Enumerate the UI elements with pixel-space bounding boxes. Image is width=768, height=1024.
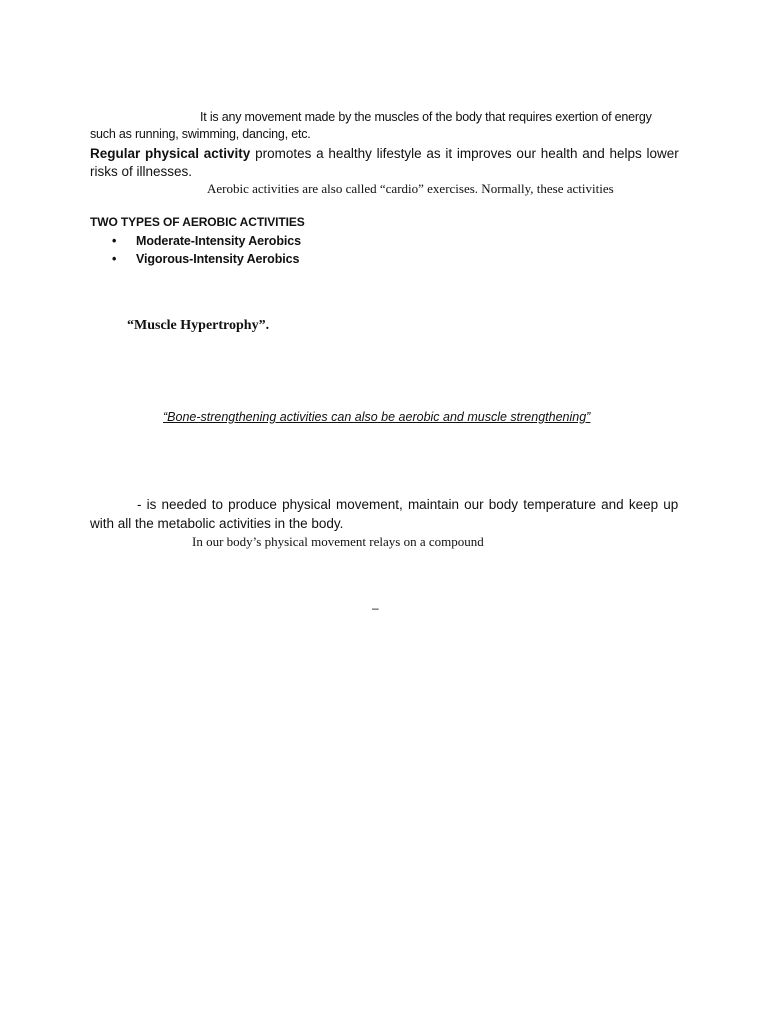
aerobic-type-label: Vigorous-Intensity Aerobics — [136, 252, 300, 266]
aerobic-type-list-item — [112, 234, 301, 248]
regular-activity-text: promotes a healthy lifestyle as it improves our health and helps lower — [250, 146, 679, 161]
physical-activity-definition: It is any movement made by the muscles of the body that requires exertion of energy — [200, 110, 652, 124]
regular-activity-bold-text: Regular physical activity — [90, 146, 251, 161]
regular-activity-paragraph — [90, 146, 679, 161]
regular-activity-continuation: risks of illnesses. — [90, 164, 193, 179]
bone-strengthening-quote: “Bone-strengthening activities can also be aerobic and muscle strengthening” — [163, 410, 591, 424]
physical-activity-examples: such as running, swimming, dancing, etc. — [90, 127, 311, 141]
compound-sentence: In our body’s physical movement relays on a compound — [192, 534, 484, 549]
energy-definition: - is needed to produce physical movement, maintain our body temperature and keep up — [137, 497, 679, 512]
energy-definition-continuation: with all the metabolic activities in the body. — [90, 516, 344, 531]
bullet-icon: • — [112, 234, 117, 248]
aerobic-description: Aerobic activities are also called “cardio” exercises. Normally, these activities — [207, 181, 614, 196]
aerobic-type-label: Moderate-Intensity Aerobics — [136, 234, 301, 248]
aerobic-types-heading: TWO TYPES OF AEROBIC ACTIVITIES — [90, 215, 305, 229]
dash-mark: – — [372, 601, 379, 615]
aerobic-type-list-item — [112, 252, 299, 266]
muscle-hypertrophy-term: “Muscle Hypertrophy”. — [127, 318, 270, 333]
bullet-icon: • — [112, 252, 117, 266]
